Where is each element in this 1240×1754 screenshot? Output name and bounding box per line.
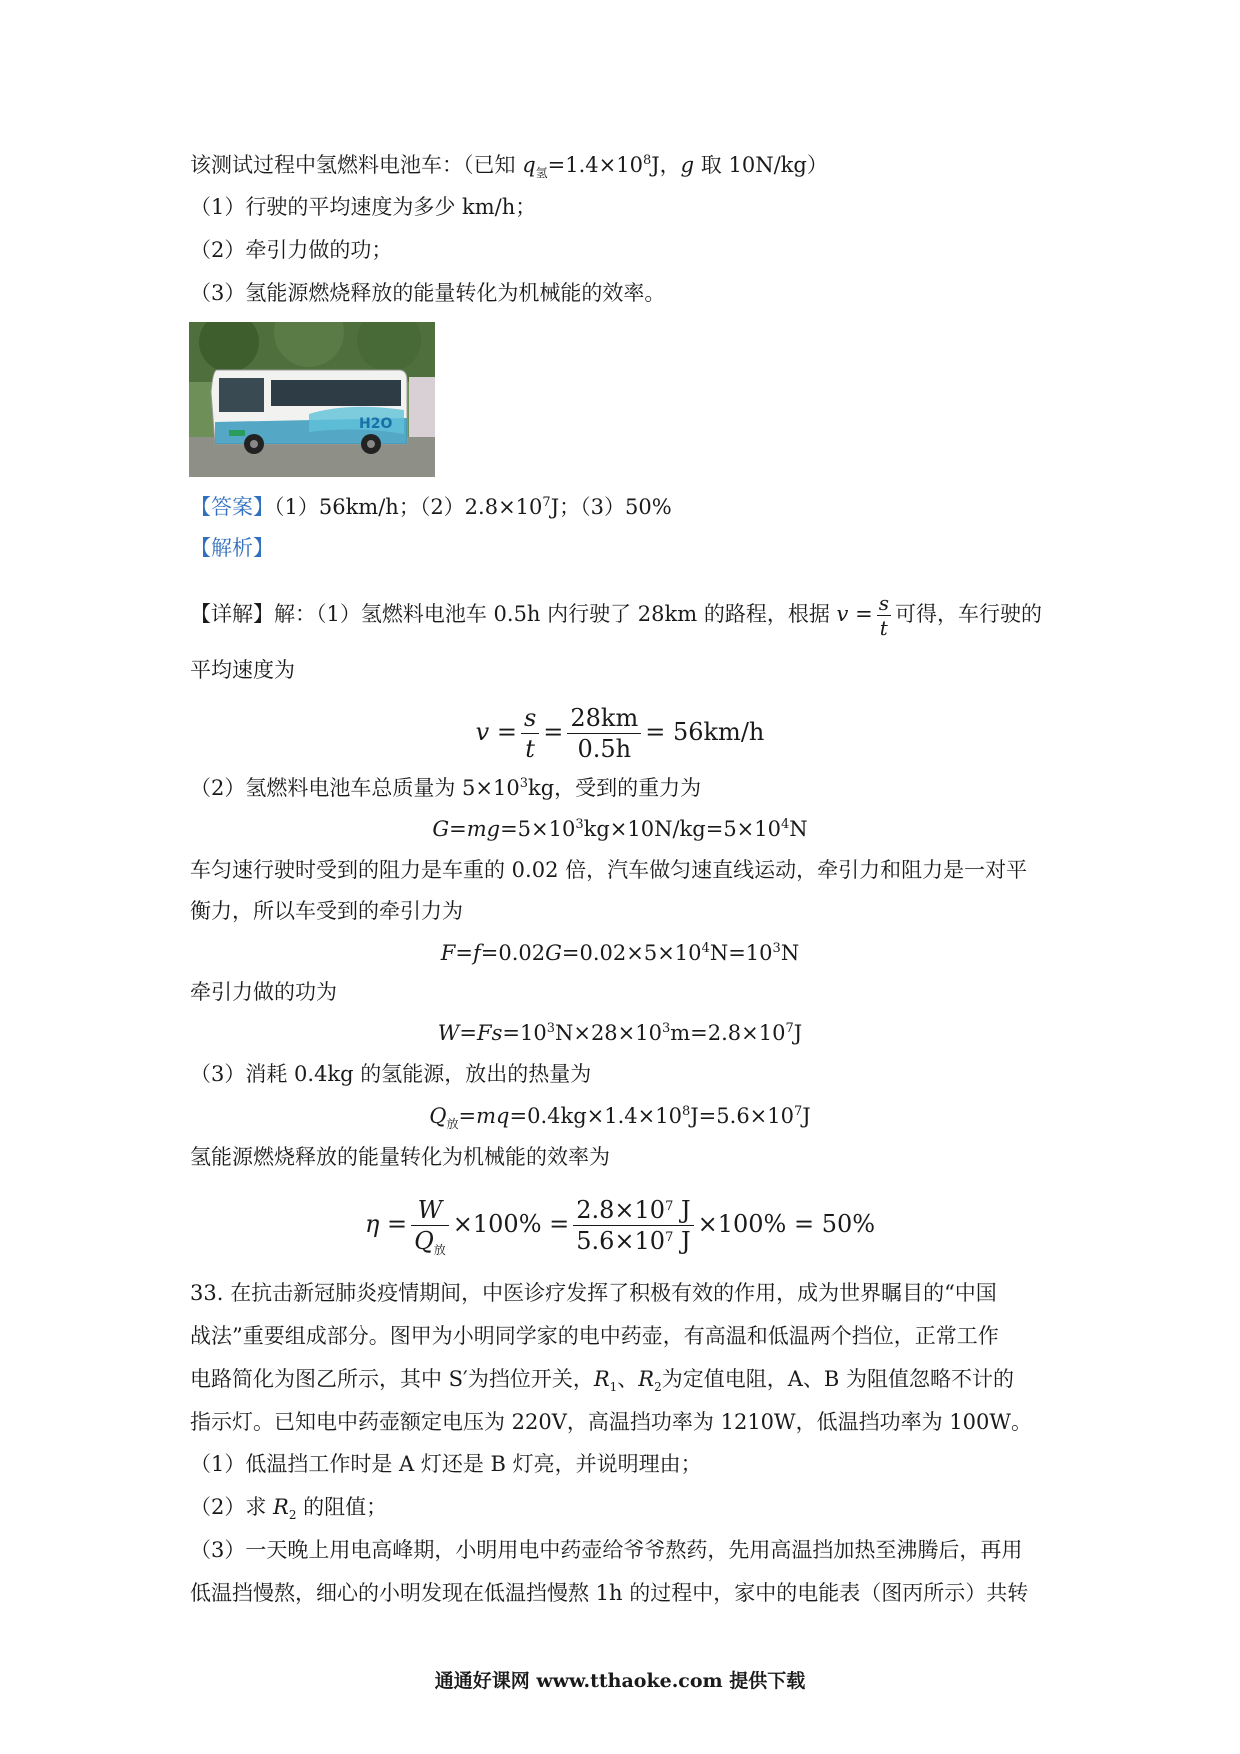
equation-efficiency: η = $\frac{W}{Q_放}$ ×100% = $\frac{2.8\times 10^7 J}{5.6\times 10^7 J}$ ×100% = 50%: [364, 1196, 876, 1257]
question-3: （3）氢能源燃烧释放的能量转化为机械能的效率。: [190, 281, 666, 305]
equation-work: $W=Fs=10^3N\times 28\times 10^3m=2.8\times 10^7J$: [437, 1021, 803, 1045]
fraction-s-t: $\frac{s}{t}$: [521, 703, 539, 764]
analysis-tag: 【解析】: [190, 536, 274, 560]
bus-photo: [189, 322, 435, 477]
equation-gravity: $G=mg=5\times 10^3kg\times 10N/kg=5\times 10^4N$: [432, 817, 808, 841]
svg-text:H2O: H2O: [359, 416, 393, 432]
fraction-w-q: $\frac{W}{Q_放}$: [411, 1195, 449, 1256]
q33-sub3-line1: （3）一天晚上用电高峰期，小明用电中药壶给爷爷熬药，先用高温挡加热至沸腾后，再用: [190, 1538, 1023, 1562]
hydrogen-bus-image: [189, 322, 435, 477]
fraction-values: $\frac{28km}{0.5h}$: [567, 703, 641, 764]
q33-line4: 指示灯。已知电中药壶额定电压为 220V，高温挡功率为 1210W，低温挡功率为 100W。: [190, 1410, 1032, 1434]
detail-line-2: 平均速度为: [190, 658, 295, 682]
part2-line2: 车匀速行驶时受到的阻力是车重的 0.02 倍，汽车做匀速直线运动，牵引力和阻力是一对平: [190, 858, 1028, 882]
question-1: （1）行驶的平均速度为多少 km/h；: [190, 195, 537, 219]
part2-line4: 牵引力做的功为: [190, 980, 337, 1004]
q33-sub1: （1）低温挡工作时是 A 灯还是 B 灯亮，并说明理由；: [190, 1452, 702, 1476]
part2-line3: 衡力，所以车受到的牵引力为: [190, 899, 463, 923]
q33-sub2: （2）求 $R_2$ 的阻值；: [190, 1495, 388, 1522]
equation-speed: v = $\frac{s}{t}$ = $\frac{28km}{0.5h}$ = 56km/h: [475, 704, 765, 763]
question-2: （2）牵引力做的功；: [190, 238, 393, 262]
equation-heat: $Q_放=mq=0.4kg\times 1.4\times 10^8J=5.6\times 10^7J$: [429, 1104, 811, 1131]
fraction-values-efficiency: $\frac{2.8\times 10^7 J}{5.6\times 10^7 J}$: [573, 1195, 693, 1256]
q-symbol: q: [522, 153, 536, 177]
part3-line2: 氢能源燃烧释放的能量转化为机械能的效率为: [190, 1145, 610, 1169]
part2-line1: （2）氢燃料电池车总质量为 $5\times 10^3kg$，受到的重力为: [190, 776, 702, 800]
q33-line1: 33. 在抗击新冠肺炎疫情期间，中医诊疗发挥了积极有效的作用，成为世界瞩目的“中国: [190, 1281, 997, 1305]
formula-fraction: $\frac{s}{t}$: [878, 591, 889, 640]
answer-line: 【答案】（1）56km/h；$(2)2.8\times 10^7J$；（3）50%: [190, 495, 672, 519]
q33-line2: 战法”重要组成部分。图甲为小明同学家的电中药壶，有高温和低温两个挡位，正常工作: [190, 1324, 999, 1348]
intro-line: 该测试过程中氢燃料电池车：（已知 $q_氢=1.4\times 10^8J$，g 取 10N/kg）: [190, 153, 828, 180]
page-footer: 通通好课网 www.tthaoke.com 提供下载: [434, 1670, 806, 1692]
part3-line1: （3）消耗 0.4kg 的氢能源，放出的热量为: [190, 1062, 592, 1086]
v-symbol: v: [836, 602, 849, 626]
equation-force: $F=f=0.02G=0.02\times 5\times 10^4N=10^3N$: [440, 941, 800, 965]
q33-sub3-line2: 低温挡慢熬，细心的小明发现在低温挡慢熬 1h 的过程中，家中的电能表（图丙所示）共转: [190, 1581, 1029, 1605]
detail-line: 【详解】解：（1）氢燃料电池车 0.5h 内行驶了 28km 的路程，根据 v = $\frac{s}{t}$ 可得，车行驶的: [190, 591, 1042, 640]
q33-line3: 电路简化为图乙所示，其中 S′为挡位开关，$R_1$、$R_2$为定值电阻，A、B 为阻值忽略不计的: [190, 1367, 1015, 1394]
